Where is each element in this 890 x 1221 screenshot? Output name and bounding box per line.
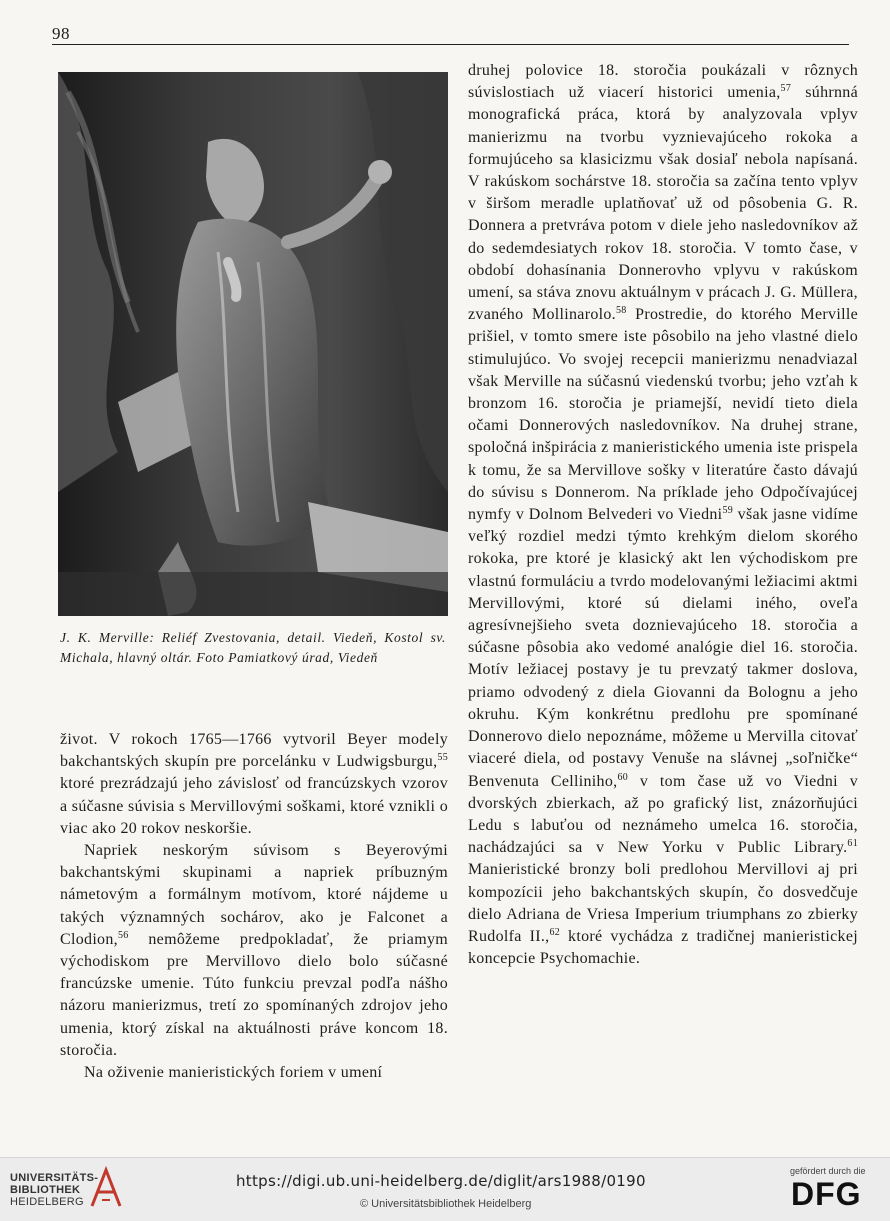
viewer-footer xyxy=(0,1157,890,1221)
paragraph xyxy=(60,840,448,1062)
text-run: súhrnná monografická práca, ktorá by analyzovala vplyv manierizmu na tvorbu vyznievajúceho rokoka a formujúceho sa klasicizmu však dosiaľ nebola napísaná. V rakúskom sochárstve 18. storočia sa začína tento vplyv v širšom meradle uplatňovať už od pôsobenia G. R. Donnera a pretvráva potom v diele jeho nasledovníkov až do sedemdesiatych rokov 18. storočia. V tomto čase, v období dohasínania Donnerovho vplyvu v rakúskom umení, sa stáva znovu aktuálnym v prácach J. G. Müllera, zvaného Mollinarolo. xyxy=(468,84,858,324)
funding-note: gefördert durch die xyxy=(790,1166,866,1176)
paragraph xyxy=(60,1062,448,1084)
footnote-ref: 60 xyxy=(617,771,629,783)
paragraph xyxy=(60,729,448,840)
text-run: Prostredie, do ktorého Merville prišiel, v tomto smere iste pôsobilo na jeho vlastné dielo stimulujúco. Vo svojej recepcii manierizmu nenadviazal však Merville na súčasnú viedenskú tvorbu; jeho vzťah k bronzom 16. storočia je priamejší, nevidí tieto diela očami Donnerových nasledovníkov. Na druhej strane, spoločná inšpirácia z manieristického umenia iste prispela k tomu, že sa Mervillove sošky v literatúre často dávajú do súvisu s Donnerom. Na príklade jeho Odpočívajúcej nymfy v Dolnom Belvederi vo Viedni xyxy=(468,306,858,524)
text-run: Napriek neskorým súvisom s Beyerovými bakchantskými skupinami a napriek príbuzným námetovým a formálnym motívom, ktoré nájdeme u takých významných sochárov, ako je Falconet a Clodion, xyxy=(60,842,448,948)
footnote-ref: 58 xyxy=(615,305,627,317)
right-column xyxy=(468,60,858,970)
paragraph xyxy=(468,60,858,970)
relief-photo xyxy=(58,72,448,616)
footnote-ref: 61 xyxy=(847,838,858,850)
text-run: druhej polovice 18. storočia poukázali v rôznych súvislostiach už viacerí historici umenia, xyxy=(468,62,858,102)
text-run: ktoré prezrádzajú jeho závislosť od francúzskych vzorov a súčasne súvisia s Mervillovými soškami, ktoré vznikli o viac ako 20 rokov neskoršie. xyxy=(60,775,448,837)
footnote-ref: 59 xyxy=(722,505,734,517)
library-line: BIBLIOTHEK xyxy=(10,1184,81,1196)
footnote-ref: 62 xyxy=(549,926,561,938)
library-logo-icon[interactable] xyxy=(88,1166,124,1210)
text-run: život. V rokoch 1765—1766 vytvoril Beyer modely bakchantských skupín pre porcelánku v Ludwigsburgu, xyxy=(60,731,448,771)
footnote-ref: 57 xyxy=(780,83,792,95)
relief-illustration xyxy=(58,72,448,616)
figure-caption: J. K. Merville: Reliéf Zvestovania, detail. Viedeň, Kostol sv. Michala, hlavný oltár. Foto Pamiatkový úrad, Viedeň xyxy=(60,630,446,665)
text-run: Na oživenie manieristických foriem v umení xyxy=(84,1064,383,1082)
header-rule xyxy=(52,44,849,45)
text-run: Manieristické bronzy boli predlohou Mervillovi aj pri kompozícii jeho bakchantských skupín, čo dosvedčuje dielo Adriana de Vriesa Imperium triumphans zo zbierky Rudolfa II., xyxy=(468,861,858,945)
page-number: 98 xyxy=(52,24,70,43)
copyright-notice: © Universitätsbibliothek Heidelberg xyxy=(360,1198,532,1210)
permalink-url[interactable]: https://digi.ub.uni-heidelberg.de/diglit/ars1988/0190 xyxy=(236,1172,646,1190)
footnote-ref: 55 xyxy=(437,752,448,764)
text-run: však jasne vidíme veľký rozdiel medzi týmto krehkým dielom skorého rokoka, pre ktoré je klasický akt len východiskom pre vlastnú formuláciu a tvrdo modelovanými ležiacimi aktmi Mervillovými, ktoré sú dielami iného, oveľa agresívnejšieho sveta doznievajúceho 18. storočia a súčasne pôsobia ako vedomé analógie diel 16. storočia. Motív ležiacej postavy je tu prevzatý takmer doslova, priamo odvodený z diela Giovanni da Bolognu a jeho okruhu. Kým konkrétnu predlohu pre spomínané Donnerovo dielo nepoznáme, môžeme u Mervilla citovať viaceré diela, od postavy Venuše na slávnej „soľničke“ Benvenuta Celliniho, xyxy=(468,506,858,790)
library-line: HEIDELBERG xyxy=(10,1196,84,1208)
library-line: UNIVERSITÄTS- xyxy=(10,1172,99,1184)
footnote-ref: 56 xyxy=(117,929,129,941)
text-run: v tom čase už vo Viedni v dvorských zbierkach, až po grafický list, znázorňujúci Ledu s labuťou od neznámeho umelca 16. storočia, nachádzajúci sa v New Yorku v Public Library. xyxy=(468,772,858,857)
dfg-logo[interactable]: DFG xyxy=(791,1176,862,1212)
left-column xyxy=(60,729,448,1084)
library-name[interactable] xyxy=(10,1172,98,1208)
text-run: ktoré vychádza z tradičnej manieristickej koncepcie Psychomachie. xyxy=(468,927,858,968)
text-run: nemôžeme predpokladať, že priamym východiskom pre Mervillovo dielo bolo súčasné francúzske umenie. Túto funkciu prevzal podľa nášho názoru manierizmus, tretí zo spomínaných zdrojov jeho umenia, ktorý získal na aktuálnosti práve koncom 18. storočia. xyxy=(60,930,448,1059)
